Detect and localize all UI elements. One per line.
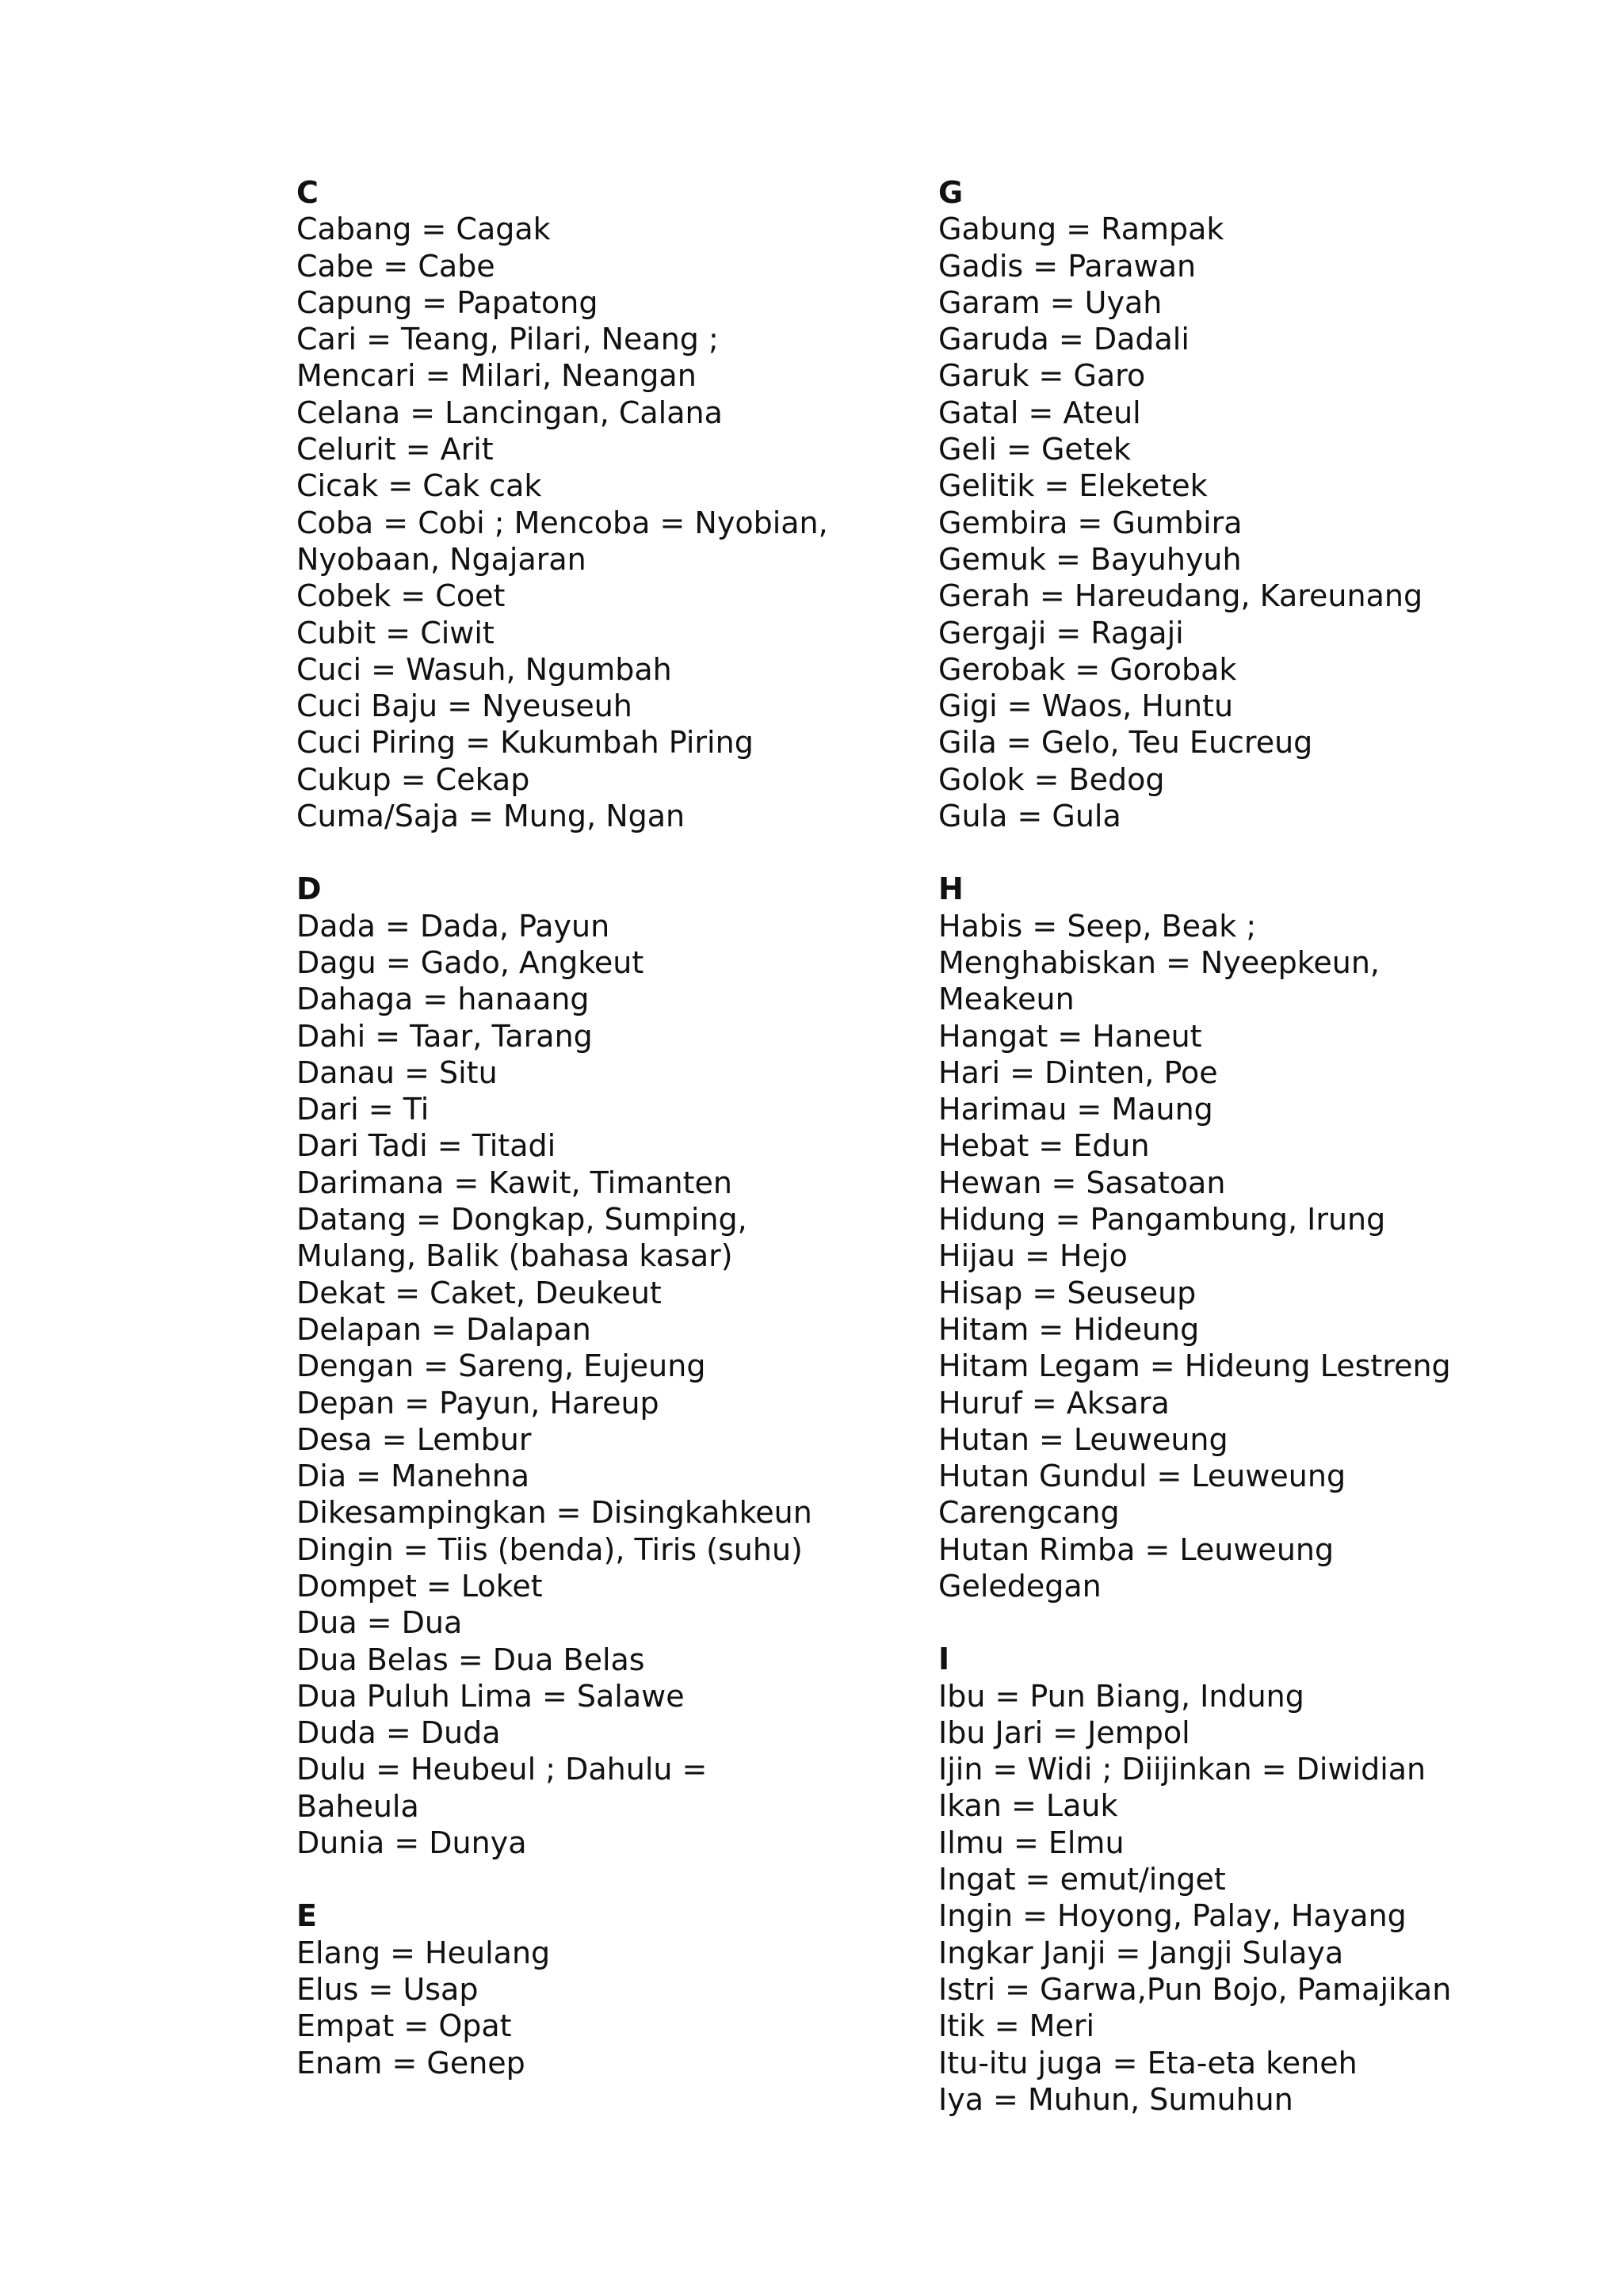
dictionary-entry: Mulang, Balik (bahasa kasar): [296, 1238, 733, 1274]
dictionary-entry: Garuk = Garo: [938, 358, 1146, 394]
dictionary-entry: Nyobaan, Ngajaran: [296, 541, 586, 577]
dictionary-entry: Gatal = Ateul: [938, 395, 1141, 430]
dictionary-entry: Garuda = Dadali: [938, 322, 1190, 357]
dictionary-entry: Hijau = Hejo: [938, 1238, 1128, 1274]
section-letter: E: [296, 1898, 317, 1934]
dictionary-entry: Habis = Seep, Beak ;: [938, 908, 1257, 944]
right-column: [938, 174, 1541, 2154]
dictionary-entry: Ingat = emut/inget: [938, 1862, 1226, 1897]
dictionary-entry: Cobek = Coet: [296, 578, 506, 614]
dictionary-entry: Desa = Lembur: [296, 1421, 532, 1457]
dictionary-entry: Hitam = Hideung: [938, 1311, 1200, 1347]
dictionary-entry: Huruf = Aksara: [938, 1385, 1170, 1421]
dictionary-entry: Gerah = Hareudang, Kareunang: [938, 578, 1423, 614]
entry-list: [938, 1678, 1541, 2119]
dictionary-entry: Itik = Meri: [938, 2008, 1095, 2044]
dictionary-entry: Danau = Situ: [296, 1055, 498, 1090]
dictionary-entry: Gigi = Waos, Huntu: [938, 688, 1234, 724]
dictionary-entry: Empat = Opat: [296, 2008, 512, 2044]
dictionary-entry: Dengan = Sareng, Eujeung: [296, 1348, 706, 1384]
dictionary-entry: Cuci Piring = Kukumbah Piring: [296, 725, 754, 761]
entry-list: [296, 1935, 899, 2081]
dictionary-entry: Celana = Lancingan, Calana: [296, 395, 723, 430]
entry-list: [296, 211, 899, 834]
section-h: [938, 871, 1541, 1604]
dictionary-entry: Gergaji = Ragaji: [938, 615, 1184, 650]
section-i: [938, 1641, 1541, 2118]
dictionary-entry: Gerobak = Gorobak: [938, 651, 1237, 687]
dictionary-entry: Dua Belas = Dua Belas: [296, 1642, 645, 1677]
dictionary-entry: Hutan = Leuweung: [938, 1421, 1228, 1457]
dictionary-entry: Delapan = Dalapan: [296, 1311, 591, 1347]
dictionary-entry: Hari = Dinten, Poe: [938, 1055, 1218, 1090]
dictionary-entry: Hangat = Haneut: [938, 1018, 1202, 1054]
section-d: [296, 871, 899, 1861]
entry-list: [296, 908, 899, 1862]
dictionary-entry: Dada = Dada, Payun: [296, 908, 610, 944]
dictionary-entry: Hewan = Sasatoan: [938, 1165, 1226, 1200]
section-letter: D: [296, 871, 322, 907]
section-letter: I: [938, 1642, 950, 1677]
section-letter: C: [296, 175, 319, 210]
dictionary-entry: Gula = Gula: [938, 799, 1121, 834]
dictionary-entry: Cuci Baju = Nyeuseuh: [296, 688, 632, 724]
dictionary-entry: Hutan Rimba = Leuweung: [938, 1531, 1335, 1567]
dictionary-entry: Cukup = Cekap: [296, 761, 530, 797]
dictionary-entry: Meakeun: [938, 982, 1075, 1017]
dictionary-entry: Cabe = Cabe: [296, 248, 495, 284]
dictionary-entry: Hisap = Seuseup: [938, 1275, 1197, 1310]
dictionary-entry: Cicak = Cak cak: [296, 468, 542, 504]
section-letter: G: [938, 175, 964, 210]
dictionary-entry: Ingin = Hoyong, Palay, Hayang: [938, 1898, 1407, 1934]
section-letter: H: [938, 871, 964, 907]
dictionary-entry: Depan = Payun, Hareup: [296, 1385, 659, 1421]
dictionary-entry: Cabang = Cagak: [296, 212, 551, 247]
dictionary-entry: Geli = Getek: [938, 432, 1132, 467]
dictionary-entry: Dari Tadi = Titadi: [296, 1128, 556, 1164]
dictionary-entry: Gelitik = Eleketek: [938, 468, 1208, 504]
dictionary-entry: Gadis = Parawan: [938, 248, 1197, 284]
dictionary-entry: Baheula: [296, 1788, 419, 1824]
dictionary-entry: Itu-itu juga = Eta-eta keneh: [938, 2045, 1358, 2081]
dictionary-entry: Dompet = Loket: [296, 1568, 543, 1604]
dictionary-entry: Hebat = Edun: [938, 1128, 1150, 1164]
dictionary-entry: Gembira = Gumbira: [938, 505, 1243, 540]
dictionary-entry: Cuci = Wasuh, Ngumbah: [296, 651, 672, 687]
section-c: [296, 174, 899, 834]
dictionary-entry: Ilmu = Elmu: [938, 1825, 1125, 1860]
dictionary-entry: Gemuk = Bayuhyuh: [938, 541, 1242, 577]
dictionary-entry: Dekat = Caket, Deukeut: [296, 1275, 662, 1310]
dictionary-entry: Ibu = Pun Biang, Indung: [938, 1678, 1304, 1714]
dictionary-entry: Dahaga = hanaang: [296, 982, 590, 1017]
dictionary-entry: Dagu = Gado, Angkeut: [296, 944, 644, 980]
dictionary-entry: Duda = Duda: [296, 1715, 501, 1751]
entry-list: [938, 908, 1541, 1605]
dictionary-entry: Ingkar Janji = Jangji Sulaya: [938, 1935, 1344, 1970]
dictionary-entry: Hidung = Pangambung, Irung: [938, 1202, 1386, 1238]
dictionary-entry: Dua = Dua: [296, 1605, 463, 1641]
dictionary-entry: Dahi = Taar, Tarang: [296, 1018, 593, 1054]
dictionary-entry: Cubit = Ciwit: [296, 615, 495, 650]
dictionary-entry: Elang = Heulang: [296, 1935, 551, 1970]
dictionary-entry: Dari = Ti: [296, 1092, 430, 1127]
entry-list: [938, 211, 1541, 834]
dictionary-entry: Cuma/Saja = Mung, Ngan: [296, 799, 685, 834]
dictionary-entry: Ijin = Widi ; Diijinkan = Diwidian: [938, 1752, 1426, 1787]
dictionary-entry: Ikan = Lauk: [938, 1788, 1118, 1824]
left-column: [296, 174, 899, 2118]
dictionary-entry: Hitam Legam = Hideung Lestreng: [938, 1348, 1451, 1384]
dictionary-entry: Dunia = Dunya: [296, 1825, 527, 1861]
dictionary-entry: Geledegan: [938, 1568, 1102, 1604]
dictionary-entry: Gila = Gelo, Teu Eucreug: [938, 725, 1313, 761]
dictionary-entry: Datang = Dongkap, Sumping,: [296, 1202, 747, 1238]
dictionary-entry: Hutan Gundul = Leuweung: [938, 1459, 1346, 1494]
dictionary-entry: Menghabiskan = Nyeepkeun,: [938, 944, 1380, 980]
dictionary-entry: Elus = Usap: [296, 1971, 479, 2007]
dictionary-entry: Golok = Bedog: [938, 761, 1165, 797]
dictionary-entry: Enam = Genep: [296, 2045, 525, 2081]
dictionary-entry: Dikesampingkan = Disingkahkeun: [296, 1495, 812, 1531]
dictionary-entry: Dia = Manehna: [296, 1459, 530, 1494]
dictionary-entry: Carengcang: [938, 1495, 1120, 1531]
dictionary-entry: Mencari = Milari, Neangan: [296, 358, 697, 394]
dictionary-entry: Darimana = Kawit, Timanten: [296, 1165, 732, 1200]
dictionary-entry: Istri = Garwa,Pun Bojo, Pamajikan: [938, 1971, 1452, 2007]
dictionary-entry: Capung = Papatong: [296, 284, 598, 320]
section-g: [938, 174, 1541, 834]
dictionary-entry: Ibu Jari = Jempol: [938, 1714, 1190, 1750]
dictionary-entry: Dua Puluh Lima = Salawe: [296, 1678, 685, 1714]
dictionary-entry: Coba = Cobi ; Mencoba = Nyobian,: [296, 505, 828, 540]
dictionary-entry: Dulu = Heubeul ; Dahulu =: [296, 1752, 708, 1787]
dictionary-entry: Gabung = Rampak: [938, 212, 1224, 247]
dictionary-entry: Celurit = Arit: [296, 432, 494, 467]
dictionary-entry: Harimau = Maung: [938, 1092, 1213, 1127]
dictionary-entry: Garam = Uyah: [938, 284, 1163, 320]
dictionary-entry: Iya = Muhun, Sumuhun: [938, 2081, 1293, 2117]
dictionary-entry: Cari = Teang, Pilari, Neang ;: [296, 322, 719, 357]
dictionary-entry: Dingin = Tiis (benda), Tiris (suhu): [296, 1531, 803, 1567]
section-e: [296, 1897, 899, 2081]
